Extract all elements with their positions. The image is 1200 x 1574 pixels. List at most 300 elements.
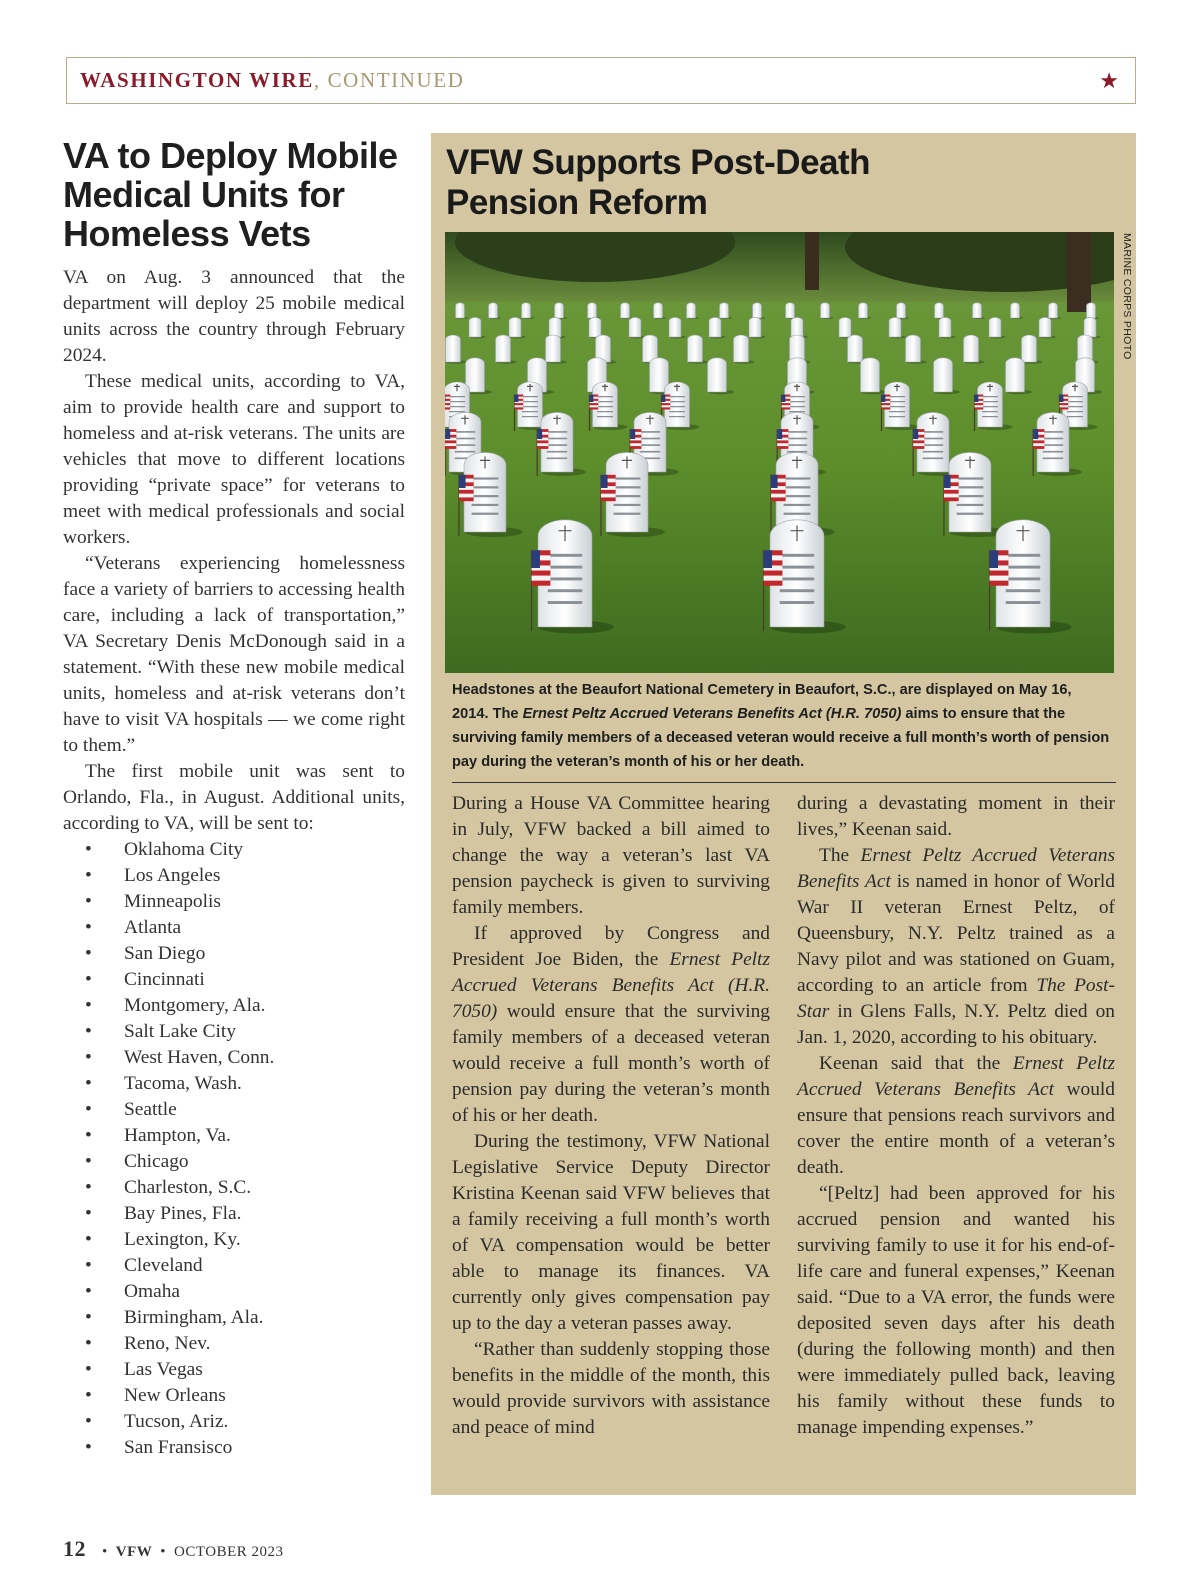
city-list-item: [63, 1019, 405, 1045]
left-article-body: [63, 265, 405, 1461]
sidebar-paragraph: If approved by Congress and President Joe Biden, the Ernest Peltz Accrued Veterans Benefits Act (H.R. 7050) would ensure that the surviving family members of a deceased veteran would receive a full month’s worth of pension pay during the veteran’s month of his or her death.: [452, 923, 770, 1126]
city-list-item: [63, 837, 405, 863]
footer-separator: •: [160, 1544, 167, 1560]
engraving-line: [547, 438, 567, 440]
headstone: [708, 358, 727, 392]
engraving-line: [787, 431, 807, 433]
flag-canton: [459, 475, 466, 488]
engraving-line: [889, 396, 905, 397]
flag-canton: [975, 395, 979, 403]
engraving-line: [455, 431, 475, 433]
headstone: [1087, 303, 1096, 318]
headstone: [546, 335, 561, 362]
headstone: [588, 303, 597, 318]
city-list: [63, 837, 405, 1461]
engraving-line: [669, 416, 685, 417]
engraving-line: [982, 416, 998, 417]
engraving-line: [449, 401, 465, 402]
engraving-line: [597, 411, 613, 412]
bullet-icon: •: [85, 1229, 92, 1250]
headstone: [456, 303, 465, 318]
photo-caption: [452, 678, 1112, 774]
engraving-line: [472, 513, 499, 515]
bullet-icon: •: [85, 943, 92, 964]
flag-canton: [764, 550, 773, 568]
headstone: [989, 317, 1001, 337]
flag-canton: [777, 429, 782, 439]
engraving-line: [547, 457, 567, 459]
headstone: [589, 317, 601, 337]
headstone: [1049, 303, 1058, 318]
flag-canton: [662, 395, 666, 403]
bullet-icon: •: [85, 865, 92, 886]
flag-canton: [1033, 429, 1038, 439]
engraving-line: [597, 416, 613, 417]
engraving-line: [669, 411, 685, 412]
engraving-line: [472, 495, 499, 497]
bullet-icon: •: [85, 1151, 92, 1172]
flag-stripe: [445, 401, 450, 403]
city-list-item: [63, 1279, 405, 1305]
flag-canton: [630, 429, 635, 439]
city-list-item: [63, 1175, 405, 1201]
left-paragraph: VA on Aug. 3 announced that the department will deploy 25 mobile medical units across the country through February 2024.: [63, 267, 405, 366]
headstone: [654, 303, 663, 318]
caption-text: Headstones at the Beaufort National Cemetery in Beaufort, S.C., are displayed on May 16, 2014. The: [452, 682, 1072, 722]
headstone: [629, 317, 641, 337]
bullet-icon: •: [85, 1047, 92, 1068]
engraving-line: [1043, 444, 1063, 446]
city-name: Birmingham, Ala.: [124, 1307, 264, 1328]
flag-stripe: [771, 494, 786, 498]
engraving-line: [1067, 416, 1083, 417]
engraving-line: [784, 504, 811, 506]
engraving-line: [1043, 457, 1063, 459]
city-name: Reno, Nev.: [124, 1333, 211, 1354]
headstone: [749, 317, 761, 337]
flag-stripe: [532, 576, 551, 581]
bullet-icon: •: [85, 917, 92, 938]
flag-stripe: [944, 494, 959, 498]
engraving-line: [522, 406, 538, 407]
flag-stripe: [1033, 443, 1044, 446]
sidebar-column-1: [452, 791, 770, 1441]
city-name: Omaha: [124, 1281, 180, 1302]
engraving-line: [614, 477, 641, 479]
headstone: [1006, 358, 1025, 392]
sidebar-paragraph: During a House VA Committee hearing in July, VFW backed a bill aimed to change the way a veteran’s last VA pension paycheck is given to surviving family members.: [452, 793, 770, 918]
bullet-icon: •: [85, 839, 92, 860]
flag-canton: [782, 395, 786, 403]
engraving-line: [669, 396, 685, 397]
engraving-line: [789, 401, 805, 402]
headstone: [906, 335, 921, 362]
engraving-line: [780, 601, 815, 604]
city-list-item: [63, 1435, 405, 1461]
engraving-line: [982, 396, 998, 397]
engraving-line: [455, 444, 475, 446]
sidebar-paragraph: “Rather than suddenly stopping those benefits in the middle of the month, this would provide survivors with assistance and peace of mind: [452, 1339, 770, 1438]
flag-canton: [944, 475, 951, 488]
city-name: Tucson, Ariz.: [124, 1411, 229, 1432]
bullet-icon: •: [85, 1099, 92, 1120]
bullet-icon: •: [85, 1437, 92, 1458]
engraving-line: [1043, 431, 1063, 433]
headstone: [549, 317, 561, 337]
engraving-line: [982, 406, 998, 407]
bullet-icon: •: [85, 1203, 92, 1224]
flag-canton: [590, 395, 594, 403]
headstone: [753, 303, 762, 318]
engraving-line: [784, 486, 811, 488]
engraving-line: [597, 396, 613, 397]
headstone: [446, 335, 461, 362]
bullet-icon: •: [85, 1073, 92, 1094]
engraving-line: [957, 513, 984, 515]
headstone: [859, 303, 868, 318]
flag-stripe: [445, 397, 450, 399]
engraving-line: [957, 486, 984, 488]
flag-canton: [990, 550, 999, 568]
headstone: [973, 303, 982, 318]
flag-stripe: [782, 405, 791, 407]
city-list-item: [63, 1045, 405, 1071]
engraving-line: [1006, 601, 1041, 604]
headstone: [1039, 317, 1051, 337]
bullet-icon: •: [85, 1411, 92, 1432]
bullet-icon: •: [85, 969, 92, 990]
section-title-bold: WASHINGTON WIRE: [80, 68, 314, 92]
engraving-line: [449, 411, 465, 412]
city-list-item: [63, 1305, 405, 1331]
headstone: [687, 303, 696, 318]
city-name: Las Vegas: [124, 1359, 203, 1380]
sidebar-paragraph: “[Peltz] had been approved for his accrued pension and wanted his surviving family to use it for his end-of-life care and funeral expenses,” Keenan said. “Due to a VA error, the funds were deposited seven days after his death (during the following month) and then were immediately pulled back, leaving his family without these funds to manage impending expenses.”: [797, 1183, 1115, 1438]
engraving-line: [957, 504, 984, 506]
headstone: [861, 358, 880, 392]
flag-canton: [601, 475, 608, 488]
headstone: [496, 335, 511, 362]
engraving-line: [780, 566, 815, 569]
issue-date: OCTOBER 2023: [174, 1544, 284, 1560]
engraving-line: [547, 431, 567, 433]
city-list-item: [63, 1253, 405, 1279]
engraving-line: [522, 411, 538, 412]
headstone: [688, 335, 703, 362]
bullet-icon: •: [85, 1281, 92, 1302]
city-list-item: [63, 863, 405, 889]
flag-canton: [537, 429, 542, 439]
headstone: [1084, 317, 1096, 337]
engraving-line: [957, 495, 984, 497]
headstone: [934, 358, 953, 392]
city-name: West Haven, Conn.: [124, 1047, 275, 1068]
city-name: Cincinnati: [124, 969, 205, 990]
left-paragraph: The first mobile unit was sent to Orlando, Fla., in August. Additional units, according to VA, will be sent to:: [63, 761, 405, 834]
bullet-icon: •: [85, 1021, 92, 1042]
engraving-line: [1067, 411, 1083, 412]
engraving-line: [787, 444, 807, 446]
headstone: [555, 303, 564, 318]
flag-canton: [1060, 395, 1064, 403]
headstone: [489, 303, 498, 318]
engraving-line: [789, 411, 805, 412]
engraving-line: [669, 401, 685, 402]
city-list-item: [63, 1071, 405, 1097]
caption-divider: [452, 782, 1116, 783]
bullet-icon: •: [85, 1385, 92, 1406]
engraving-line: [614, 495, 641, 497]
footer-separator: •: [102, 1544, 108, 1560]
engraving-line: [522, 401, 538, 402]
flag-canton: [515, 395, 519, 403]
photo-credit: MARINE CORPS PHOTO: [1121, 233, 1133, 360]
engraving-line: [889, 401, 905, 402]
section-header: [66, 57, 1136, 104]
flag-canton: [771, 475, 778, 488]
engraving-line: [889, 411, 905, 412]
left-paragraph: “Veterans experiencing homelessness face a variety of barriers to accessing health care, including a lack of transportation,” VA Secretary Denis McDonough said in a statement. “With these new mobile medical units, homeless and at-risk veterans don’t have to visit VA hospitals — we come right to them.”: [63, 553, 405, 756]
headstone: [935, 303, 944, 318]
city-list-item: [63, 1383, 405, 1409]
engraving-line: [614, 486, 641, 488]
engraving-line: [548, 577, 583, 580]
city-list-item: [63, 1201, 405, 1227]
left-article: [63, 136, 405, 1461]
engraving-line: [472, 504, 499, 506]
headstone: [469, 317, 481, 337]
sidebar-paragraph: during a devastating moment in their lives,” Keenan said.: [797, 793, 1115, 840]
page-footer: [63, 1536, 284, 1562]
bullet-icon: •: [85, 1255, 92, 1276]
city-list-item: [63, 993, 405, 1019]
city-list-item: [63, 1357, 405, 1383]
engraving-line: [455, 451, 475, 453]
city-name: Lexington, Ky.: [124, 1229, 241, 1250]
engraving-line: [789, 406, 805, 407]
headstone: [621, 303, 630, 318]
section-title-continued: , CONTINUED: [313, 68, 465, 92]
bullet-icon: •: [85, 1359, 92, 1380]
headstone: [791, 317, 803, 337]
engraving-line: [780, 589, 815, 592]
engraving-line: [547, 451, 567, 453]
city-name: Tacoma, Wash.: [124, 1073, 242, 1094]
engraving-line: [1067, 401, 1083, 402]
star-icon: ★: [1099, 67, 1119, 93]
engraving-line: [1006, 566, 1041, 569]
bullet-icon: •: [85, 1333, 92, 1354]
caption-text: aims to ensure that the surviving family members of a deceased veteran would receive a full month’s worth of pension pay during the veteran’s month of his or her death.: [452, 706, 1110, 770]
city-name: Bay Pines, Fla.: [124, 1203, 242, 1224]
bullet-icon: •: [85, 891, 92, 912]
engraving-line: [982, 411, 998, 412]
engraving-line: [923, 444, 943, 446]
sidebar-paragraph: Keenan said that the Ernest Peltz Accrued Veterans Benefits Act would ensure that pensions reach survivors and cover the entire month of a veteran’s death.: [797, 1053, 1115, 1178]
sidebar-article: [431, 133, 1136, 1495]
engraving-line: [472, 477, 499, 479]
flag-canton: [913, 429, 918, 439]
flag-stripe: [601, 494, 616, 498]
city-list-item: [63, 1409, 405, 1435]
section-title: [80, 68, 464, 93]
cemetery-photo-graphic: [445, 232, 1114, 673]
engraving-line: [784, 495, 811, 497]
city-name: San Fransisco: [124, 1437, 233, 1458]
flag-stripe: [515, 405, 524, 407]
bullet-icon: •: [85, 1177, 92, 1198]
page-number: 12: [63, 1536, 86, 1561]
engraving-line: [640, 444, 660, 446]
flag-canton: [882, 395, 886, 403]
city-list-item: [63, 1149, 405, 1175]
engraving-line: [1006, 554, 1041, 557]
engraving-line: [548, 589, 583, 592]
engraving-line: [548, 566, 583, 569]
headstone: [1022, 335, 1037, 362]
flag-stripe: [445, 443, 456, 446]
engraving-line: [982, 401, 998, 402]
city-name: Chicago: [124, 1151, 189, 1172]
flag-stripe: [882, 405, 891, 407]
city-name: Cleveland: [124, 1255, 203, 1276]
headstone: [786, 303, 795, 318]
headstone: [939, 317, 951, 337]
sidebar-headline: VFW Supports Post-Death Pension Reform: [446, 143, 871, 222]
engraving-line: [923, 451, 943, 453]
flag-stripe: [630, 443, 641, 446]
headstone: [889, 317, 901, 337]
headstone: [897, 303, 906, 318]
flag-canton: [445, 429, 450, 439]
engraving-line: [597, 401, 613, 402]
sidebar-column-2: [797, 791, 1115, 1441]
engraving-line: [889, 416, 905, 417]
engraving-line: [1067, 406, 1083, 407]
flag-stripe: [975, 405, 984, 407]
bullet-icon: •: [85, 1125, 92, 1146]
headstone: [734, 335, 749, 362]
headstone: [509, 317, 521, 337]
engraving-line: [889, 406, 905, 407]
engraving-line: [789, 396, 805, 397]
flag-stripe: [445, 405, 450, 407]
engraving-line: [640, 438, 660, 440]
city-list-item: [63, 1227, 405, 1253]
engraving-line: [923, 431, 943, 433]
city-list-item: [63, 1097, 405, 1123]
engraving-line: [784, 477, 811, 479]
flag-stripe: [459, 494, 474, 498]
engraving-line: [548, 554, 583, 557]
city-list-item: [63, 967, 405, 993]
headstone: [848, 335, 863, 362]
flag-canton: [532, 550, 541, 568]
engraving-line: [669, 406, 685, 407]
left-headline: VA to Deploy Mobile Medical Units for Homeless Vets: [63, 135, 398, 254]
engraving-line: [640, 451, 660, 453]
engraving-line: [614, 513, 641, 515]
headstone: [669, 317, 681, 337]
engraving-line: [784, 513, 811, 515]
caption-act-title: Ernest Peltz Accrued Veterans Benefits Act (H.R. 7050): [522, 706, 902, 722]
city-list-item: [63, 1123, 405, 1149]
flag-stripe: [764, 576, 783, 581]
engraving-line: [1006, 577, 1041, 580]
headstone: [1011, 303, 1020, 318]
headstone: [964, 335, 979, 362]
engraving-line: [522, 396, 538, 397]
magazine-name: VFW: [115, 1544, 153, 1560]
city-list-item: [63, 915, 405, 941]
headstone: [720, 303, 729, 318]
engraving-line: [780, 577, 815, 580]
engraving-line: [640, 431, 660, 433]
engraving-line: [780, 554, 815, 557]
city-list-item: [63, 1331, 405, 1357]
engraving-line: [614, 504, 641, 506]
flag-stripe: [1060, 405, 1069, 407]
city-name: Atlanta: [124, 917, 182, 938]
city-list-item: [63, 889, 405, 915]
flag-stripe: [537, 443, 548, 446]
bullet-icon: •: [85, 995, 92, 1016]
engraving-line: [597, 406, 613, 407]
headstone: [821, 303, 830, 318]
engraving-line: [449, 406, 465, 407]
city-name: Oklahoma City: [124, 839, 244, 860]
bullet-icon: •: [85, 1307, 92, 1328]
city-name: Charleston, S.C.: [124, 1177, 252, 1198]
engraving-line: [449, 396, 465, 397]
flag-stripe: [777, 443, 788, 446]
engraving-line: [923, 457, 943, 459]
headstone: [522, 303, 531, 318]
engraving-line: [1043, 451, 1063, 453]
engraving-line: [455, 438, 475, 440]
city-list-item: [63, 941, 405, 967]
city-name: San Diego: [124, 943, 206, 964]
city-name: Salt Lake City: [124, 1021, 237, 1042]
engraving-line: [923, 438, 943, 440]
city-name: Minneapolis: [124, 891, 221, 912]
sidebar-paragraph: The Ernest Peltz Accrued Veterans Benefits Act is named in honor of World War II veteran Ernest Peltz, of Queensbury, N.Y. Peltz trained as a Navy pilot and was stationed on Guam, according to an article from The Post-Star in Glens Falls, N.Y. Peltz died on Jan. 1, 2020, according to his obituary.: [797, 845, 1116, 1048]
city-name: Montgomery, Ala.: [124, 995, 266, 1016]
engraving-line: [1006, 589, 1041, 592]
engraving-line: [547, 444, 567, 446]
city-name: Los Angeles: [124, 865, 221, 886]
engraving-line: [1067, 396, 1083, 397]
flag-stripe: [662, 405, 671, 407]
engraving-line: [787, 438, 807, 440]
headstone: [709, 317, 721, 337]
flag-stripe: [590, 405, 599, 407]
flag-stripe: [990, 576, 1009, 581]
engraving-line: [1043, 438, 1063, 440]
left-paragraph: These medical units, according to VA, aim to provide health care and support to homeless and at-risk veterans. The units are vehicles that move to different locations providing “private space” for veterans to meet with medical professionals and social workers.: [63, 371, 405, 548]
engraving-line: [957, 477, 984, 479]
engraving-line: [548, 601, 583, 604]
headstone: [839, 317, 851, 337]
cemetery-photo: [445, 232, 1114, 673]
city-name: New Orleans: [124, 1385, 226, 1406]
flag-stripe: [913, 443, 924, 446]
city-name: Seattle: [124, 1099, 177, 1120]
city-name: Hampton, Va.: [124, 1125, 231, 1146]
engraving-line: [472, 486, 499, 488]
sidebar-paragraph: During the testimony, VFW National Legislative Service Deputy Director Kristina Keenan said VFW believes that a family receiving a full month’s worth of VA compensation would be better able to manage its finances. VA currently only gives compensation pay up to the day a veteran passes away.: [452, 1131, 770, 1334]
engraving-line: [522, 416, 538, 417]
